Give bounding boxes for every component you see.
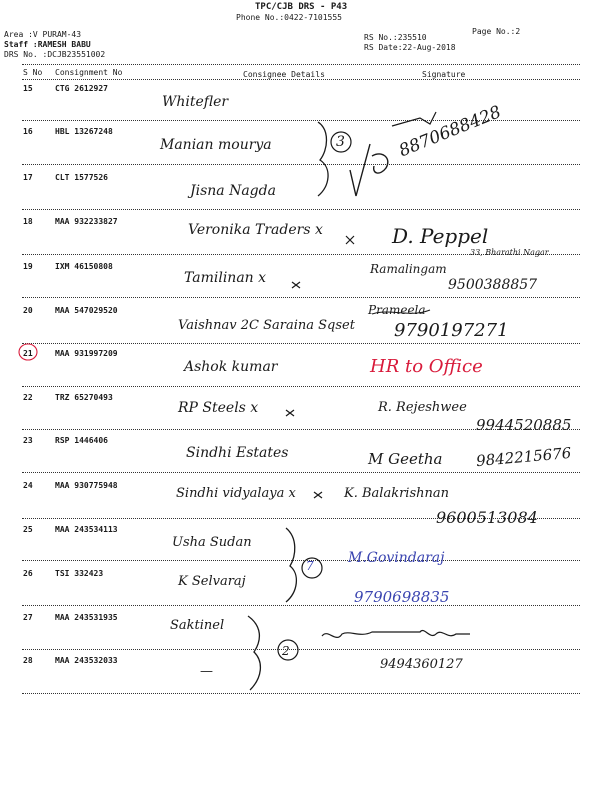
row-sno: 26 [23,569,33,578]
row-consignment: HBL 13267248 [55,127,113,136]
consignee-17: Jisna Nagda [190,183,276,199]
note-16: 3 [336,134,345,150]
row-sno: 28 [23,656,33,665]
row-consignment: RSP 1446406 [55,436,108,445]
signature-20: Prameela [368,303,426,317]
consignee-18: Veronika Traders x [188,222,323,238]
row-consignment: CLT 1577526 [55,173,108,182]
phone-20: 9790197271 [394,320,509,341]
row-consignment: MAA 243531935 [55,613,118,622]
row-divider [22,693,580,694]
consignee-19: Tamilinan x [184,270,267,286]
consignee-16: Manian mourya [160,137,272,153]
drs-title: TPC/CJB DRS - P43 [255,2,348,12]
rs-number: RS No.:235510 [364,33,427,42]
row-consignment: TRZ 65270493 [55,393,113,402]
row-sno: 23 [23,436,33,445]
row-sno: 20 [23,306,33,315]
consignee-25: Usha Sudan [172,535,252,550]
consignee-15: Whitefler [162,94,229,110]
col-signature: Signature [422,70,466,79]
col-consignee: Consignee Details [243,70,325,79]
row-consignment: MAA 243534113 [55,525,118,534]
consignee-21: Ashok kumar [184,359,278,375]
header-bottom-rule [22,79,580,80]
address-18: 33, Bharathi Nagar [470,248,549,257]
row-sno: 25 [23,525,33,534]
row-divider [22,386,580,387]
phone-26-blue: 9790698835 [354,588,450,606]
row-divider [22,472,580,473]
signature-22: R. Rejeshwee [378,400,467,415]
phone-22: 9944520885 [476,416,572,434]
row-consignment: IXM 46150808 [55,262,113,271]
rs-date: RS Date:22-Aug-2018 [364,43,456,52]
row-consignment: MAA 932233827 [55,217,118,226]
page-number: Page No.:2 [472,27,521,36]
signature-24: K. Balakrishnan [344,486,449,501]
staff-label: Staff :RAMESH BABU [4,40,91,49]
row-consignment: TSI 332423 [55,569,104,578]
consignee-26: K Selvaraj [178,574,246,589]
row-sno: 17 [23,173,33,182]
phone-28: 9494360127 [380,657,463,672]
consignee-27: Saktinel [170,618,225,633]
row-divider [22,209,580,210]
consignee-23: Sindhi Estates [186,445,289,461]
consignee-20: Vaishnav 2C Saraina Sqset [178,318,355,333]
row-consignment: CTG 2612927 [55,84,108,93]
consignee-28: — [200,664,213,679]
note-21-red: HR to Office [370,356,483,377]
row-sno: 19 [23,262,33,271]
row-sno: 15 [23,84,33,93]
signature-23: M Geetha [368,450,443,468]
consignee-22: RP Steels x [178,400,259,416]
row-divider [22,343,580,344]
area-label: Area :V PURAM-43 [4,30,82,39]
signature-19: Ramalingam [370,262,447,276]
signature-18: D. Peppel [392,224,489,248]
row-sno: 21 [23,349,33,358]
row-divider [22,297,580,298]
row-consignment: MAA 930775948 [55,481,118,490]
row-sno: 18 [23,217,33,226]
phone-24: 9600513084 [436,508,538,527]
row-divider [22,164,580,165]
row-divider [22,560,580,561]
note-25: 7 [306,559,314,573]
signature-16: 8870688428 [396,102,505,162]
header-top-rule [22,64,580,65]
note-27: 2 [282,644,290,658]
phone-23: 9842215676 [475,443,573,471]
col-consignment: Consignment No [55,68,123,77]
row-sno: 24 [23,481,33,490]
row-sno: 16 [23,127,33,136]
consignee-24: Sindhi vidyalaya x [176,486,296,501]
phone-19: 9500388857 [448,277,538,293]
row-divider [22,605,580,606]
col-sno: S No [23,68,43,77]
row-consignment: MAA 547029520 [55,306,118,315]
row-sno: 22 [23,393,33,402]
row-consignment: MAA 243532033 [55,656,118,665]
row-consignment: MAA 931997209 [55,349,118,358]
row-sno: 27 [23,613,33,622]
row-divider [22,649,580,650]
phone-number: Phone No.:0422-7101555 [236,13,342,22]
signature-25-blue: M.Govindaraj [348,550,445,566]
drs-number: DRS No. :DCJB23551002 [4,50,106,59]
